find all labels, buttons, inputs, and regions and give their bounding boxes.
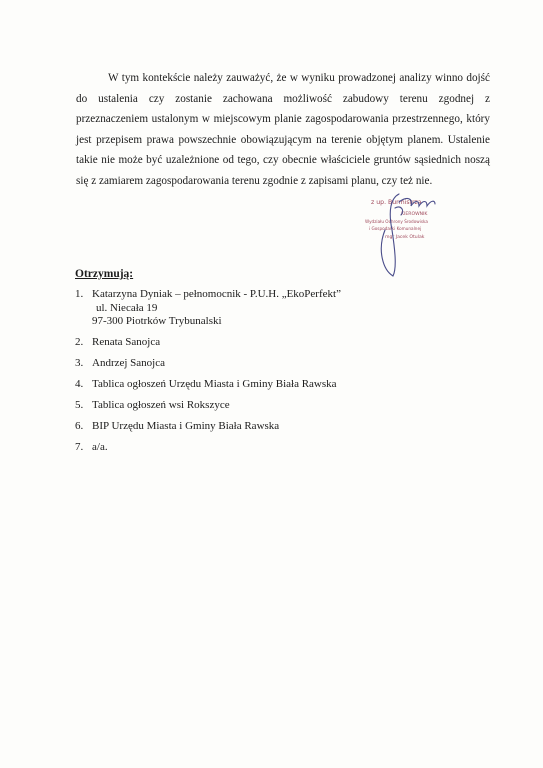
recipient-line: a/a. [92,441,108,453]
list-number: 4. [75,378,84,390]
list-item [75,441,475,455]
list-item [75,336,475,350]
stamp-line-3: Wydziału Ochrony Środowiska [365,219,428,224]
official-stamp-signature [355,190,455,280]
recipient-line: Tablica ogłoszeń wsi Rokszyce [92,399,230,411]
stamp-graphic [355,190,455,280]
recipient-line: Tablica ogłoszeń Urzędu Miasta i Gminy Biała Rawska [92,378,337,390]
recipient-line: Renata Sanojca [92,336,161,348]
list-item [75,288,475,329]
recipient-line: 97-300 Piotrków Trybunalski [92,315,222,327]
recipients-heading: Otrzymują: [75,268,134,280]
list-number: 6. [75,420,84,432]
recipient-line: ul. Niecała 19 [96,301,158,314]
stamp-line-4: i Gospodarki Komunalnej [369,226,422,231]
list-item [75,399,475,413]
recipient-line: Katarzyna Dyniak – pełnomocnik - P.U.H. „EkoPerfekt” [92,288,341,300]
list-number: 7. [75,441,84,453]
list-number: 1. [75,288,84,300]
list-item [75,357,475,371]
list-item [75,378,475,392]
stamp-line-1: z up. Burmistrza [371,199,422,206]
stamp-line-5: mgr Jacek Otulak [385,235,425,240]
list-item [75,420,475,434]
recipient-line: BIP Urzędu Miasta i Gminy Biała Rawska [92,420,280,432]
list-number: 2. [75,336,84,348]
paragraph-text: W tym kontekście należy zauważyć, że w wyniku prowadzonej analizy winno dojść do ustalenia czy zostanie zachowana możliwość zabudowy terenu zgodnej z przeznaczeniem ustalonym w miejscowym planie zagospodarowania przestrzennego, który jest przepisem prawa powszechnie obowiązującym na terenie objętym planem. Ustalenie takie nie może być uzależnione od tego, czy obecnie właściciele gruntów sąsiednich noszą się z zamiarem zagospodarowania terenu zgodnie z zapisami planu, czy też nie. [76,72,490,187]
list-number: 3. [75,357,84,369]
recipients-list [75,288,475,462]
stamp-line-2: KIEROWNIK [401,212,428,217]
recipient-line: Andrzej Sanojca [92,357,165,369]
body-paragraph [76,68,490,192]
list-number: 5. [75,399,84,411]
